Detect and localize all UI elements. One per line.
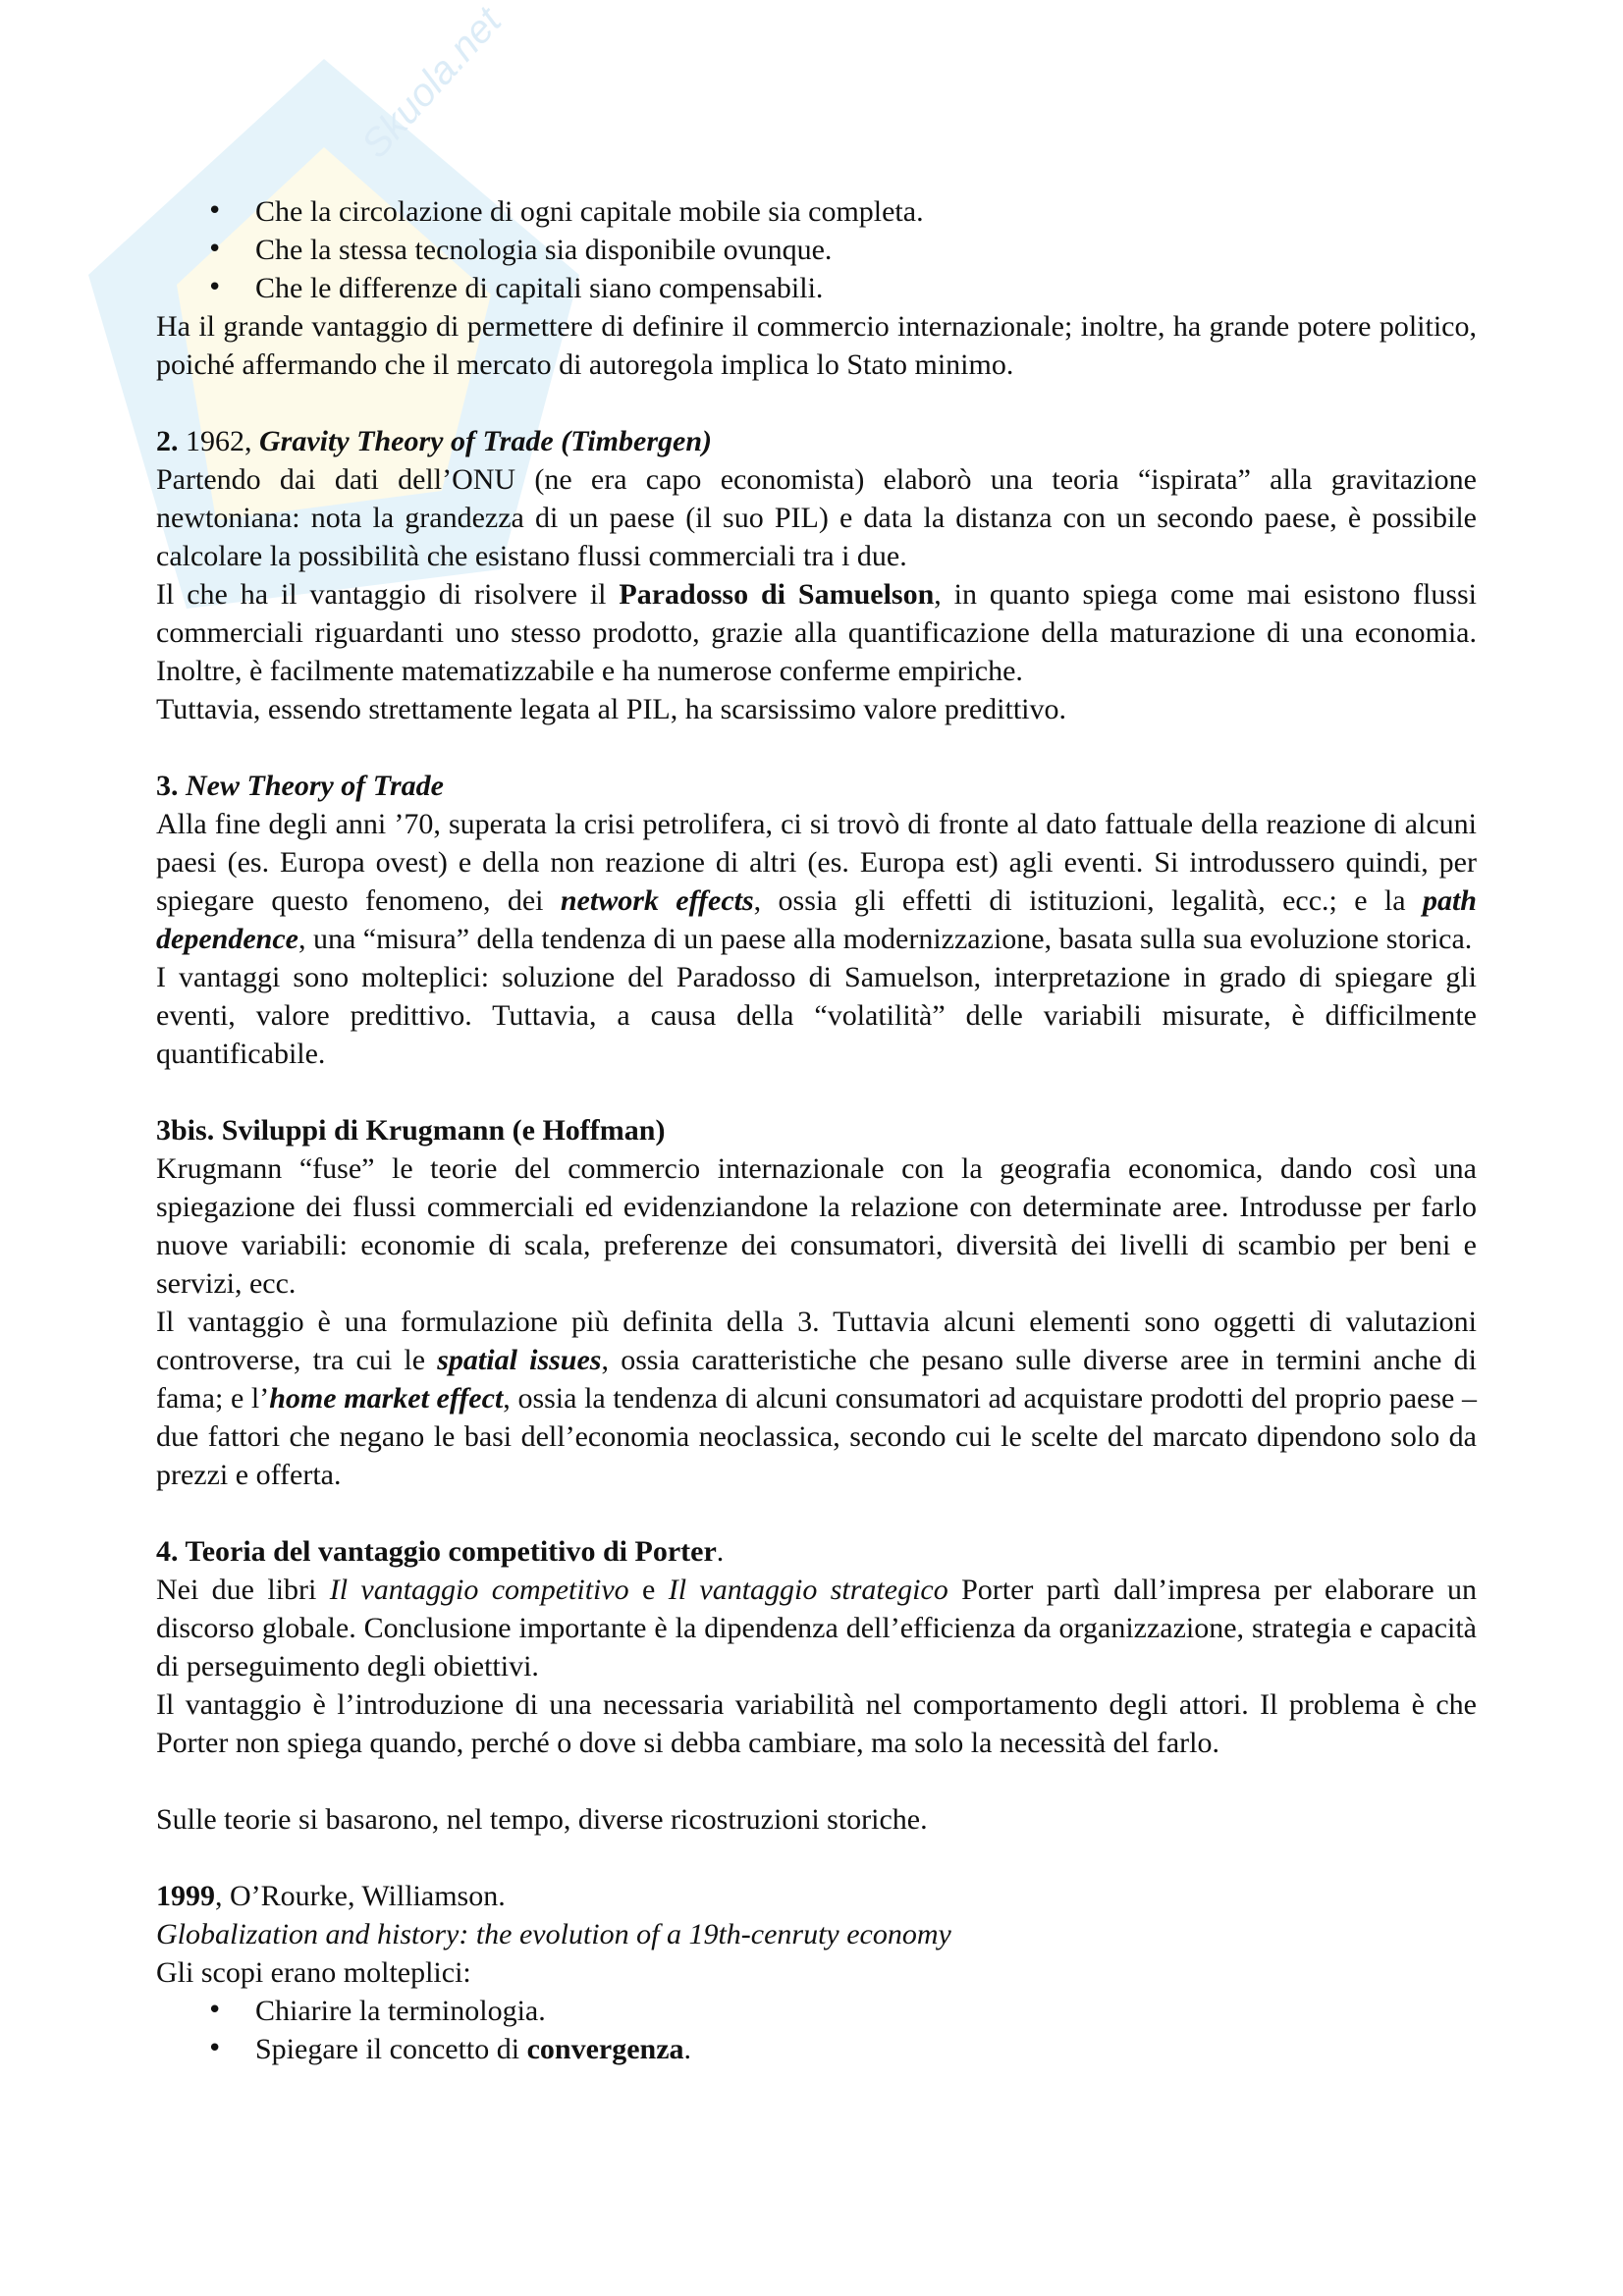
list-item: • Chiarire la terminologia. (156, 1992, 1477, 2030)
bullet-list-bottom (156, 1992, 1477, 2068)
list-item: • Che la circolazione di ogni capitale mobile sia completa. (156, 192, 1477, 231)
section-heading-4: 4. Teoria del vantaggio competitivo di Porter. (156, 1535, 725, 1568)
paragraph: Il vantaggio è l’introduzione di una necessaria variabilità nel comportamento degli attori. Il problema è che Porter non spiega quando, perché o dove si debba cambiare, ma solo la necessità del farlo. (156, 1688, 1477, 1759)
reference-line: 1999, O’Rourke, Williamson. (156, 1880, 506, 1912)
list-item: • Spiegare il concetto di convergenza. (156, 2030, 1477, 2068)
list-item: • Che la stessa tecnologia sia disponibile ovunque. (156, 231, 1477, 269)
paragraph: I vantaggi sono molteplici: soluzione del Paradosso di Samuelson, interpretazione in grado di spiegare gli eventi, valore predittivo. Tuttavia, a causa della “volatilità” delle variabili misurate, è difficilmente quantificabile. (156, 961, 1477, 1070)
paragraph: Nei due libri Il vantaggio competitivo e Il vantaggio strategico Porter partì dall’impresa per elaborare un discorso globale. Conclusione importante è la dipendenza dell’efficienza da organizzazione, strategia e capacità di perseguimento degli obiettivi. (156, 1574, 1477, 1682)
book-title: Globalization and history: the evolution of a 19th-cenruty economy (156, 1918, 951, 1950)
section-heading-2: 2. 1962, Gravity Theory of Trade (Timbergen) (156, 425, 713, 457)
paragraph: Il vantaggio è una formulazione più definita della 3. Tuttavia alcuni elementi sono oggetti di valutazioni controverse, tra cui le spatial issues, ossia caratteristiche che pesano sulle diverse aree in termini anche di fama; e l’home market effect, ossia la tendenza di alcuni consumatori ad acquistare prodotti del proprio paese – due fattori che negano le basi dell’economia neoclassica, secondo cui le scelte del marcato dipendono solo da prezzi e offerta. (156, 1306, 1477, 1491)
section-heading-3: 3. New Theory of Trade (156, 770, 444, 802)
paragraph: Partendo dai dati dell’ONU (ne era capo economista) elaborò una teoria “ispirata” alla gravitazione newtoniana: nota la grandezza di un paese (il suo PIL) e data la distanza con un secondo paese, è possibile calcolare la possibilità che esistano flussi commerciali tra i due. (156, 463, 1477, 572)
section-heading-3bis: 3bis. Sviluppi di Krugmann (e Hoffman) (156, 1114, 666, 1147)
list-item: • Che le differenze di capitali siano compensabili. (156, 269, 1477, 307)
paragraph: Krugmann “fuse” le teorie del commercio internazionale con la geografia economica, dando così una spiegazione dei flussi commerciali ed evidenziandone la relazione con determinate aree. Introdusse per farlo nuove variabili: economie di scala, preferenze dei consumatori, diversità dei livelli di scambio per beni e servizi, ecc. (156, 1152, 1477, 1300)
paragraph: Ha il grande vantaggio di permettere di definire il commercio internazionale; inoltre, ha grande potere politico, poiché affermando che il mercato di autoregola implica lo Stato minimo. (156, 310, 1477, 381)
watermark-brand: Skuola.net (353, 0, 511, 167)
bullet-list-top (156, 192, 1477, 307)
paragraph: Il che ha il vantaggio di risolvere il Paradosso di Samuelson, in quanto spiega come mai esistono flussi commerciali riguardanti uno stesso prodotto, grazie alla quantificazione della maturazione di una economia. Inoltre, è facilmente matematizzabile e ha numerose conferme empiriche. (156, 578, 1478, 687)
paragraph: Gli scopi erano molteplici: (156, 1956, 471, 1989)
paragraph: Sulle teorie si basarono, nel tempo, diverse ricostruzioni storiche. (156, 1803, 928, 1836)
paragraph: Tuttavia, essendo strettamente legata al PIL, ha scarsissimo valore predittivo. (156, 693, 1066, 725)
document-page (156, 192, 1477, 2068)
paragraph: Alla fine degli anni ’70, superata la crisi petrolifera, ci si trovò di fronte al dato fattuale della reazione di alcuni paesi (es. Europa ovest) e della non reazione di altri (es. Europa est) agli eventi. Si introdussero quindi, per spiegare questo fenomeno, dei network effects, ossia gli effetti di istituzioni, legalità, ecc.; e la path dependence, una “misura” della tendenza di un paese alla modernizzazione, basata sulla sua evoluzione storica. (156, 808, 1477, 955)
